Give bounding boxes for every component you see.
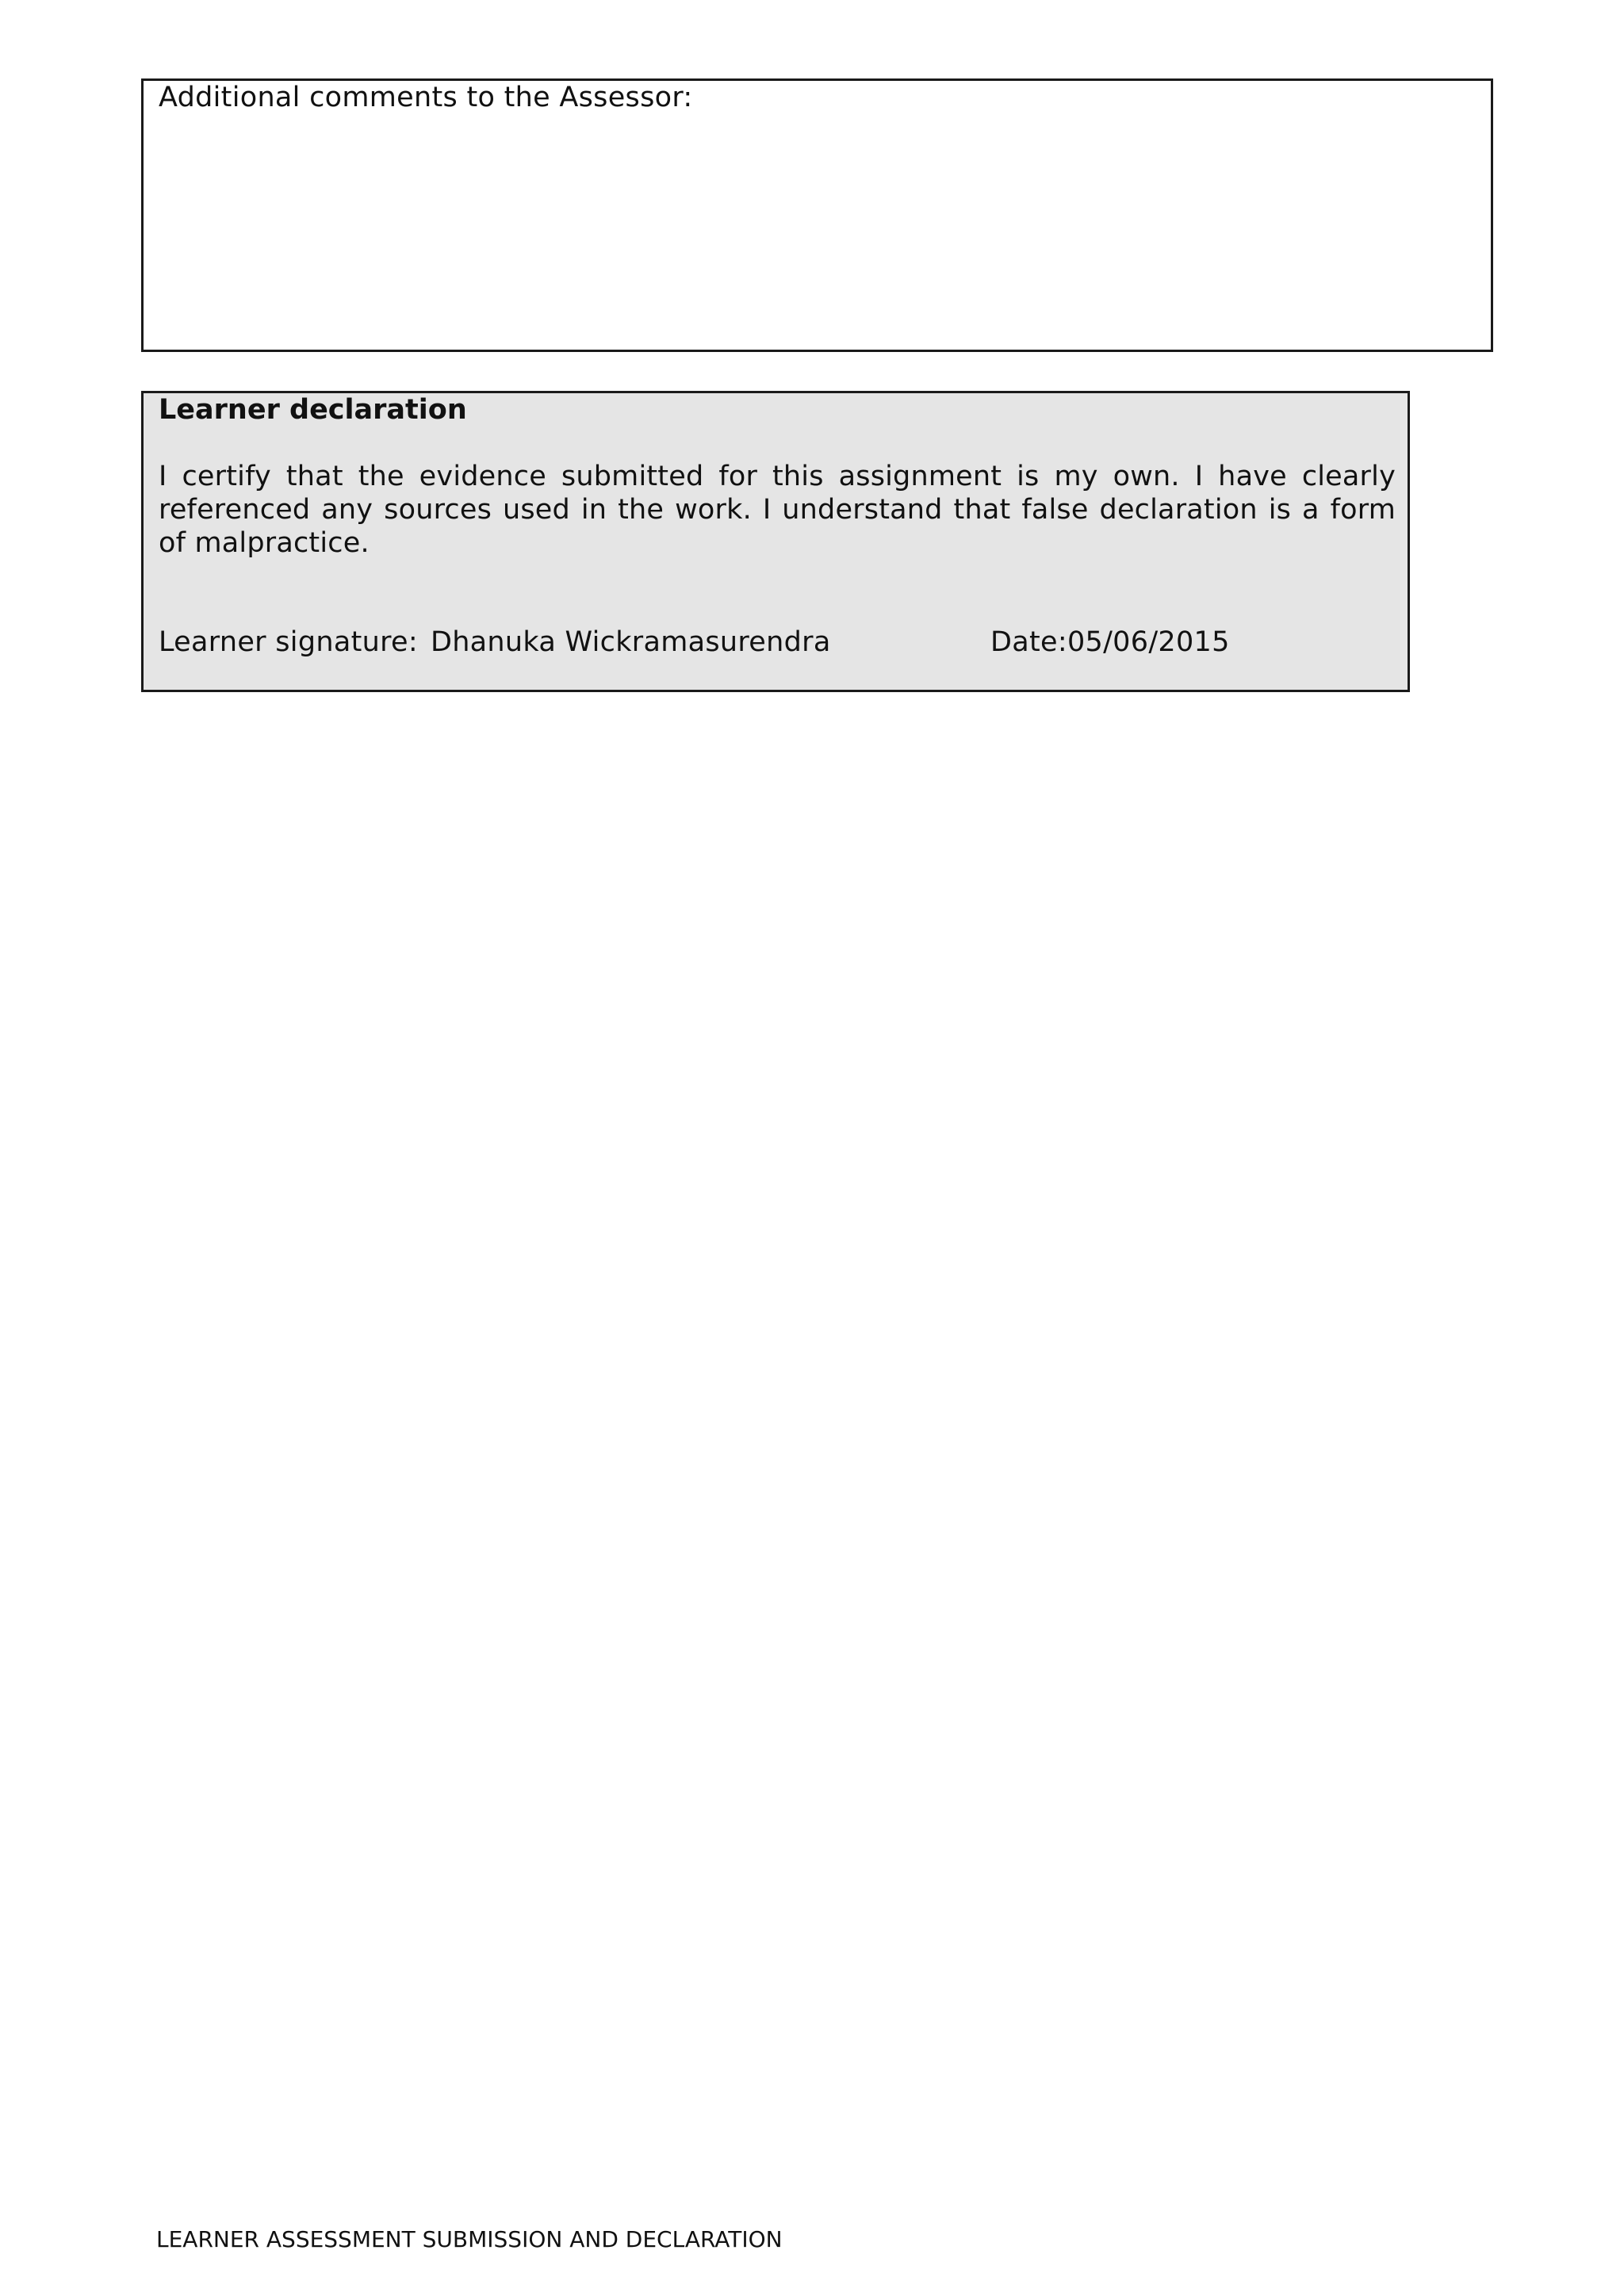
signature-row: [159, 626, 831, 659]
assessor-comments-label: Additional comments to the Assessor:: [159, 82, 693, 113]
signature-label: Learner signature:: [159, 626, 418, 658]
assessor-comments-box: [141, 78, 1493, 352]
date-row: [990, 626, 1230, 659]
declaration-text: I certify that the evidence submitted for this assignment is my own. I have clearly referenced any sources used in the work. I understand that false declaration is a form of malpractice.: [159, 461, 1396, 559]
date-value: 05/06/2015: [1067, 626, 1230, 658]
date-label: Date:: [990, 626, 1067, 658]
declaration-title: Learner declaration: [159, 394, 467, 426]
page-footer: LEARNER ASSESSMENT SUBMISSION AND DECLARATION: [156, 2226, 783, 2252]
signature-value: Dhanuka Wickramasurendra: [430, 626, 831, 658]
learner-declaration-box: [141, 391, 1410, 692]
